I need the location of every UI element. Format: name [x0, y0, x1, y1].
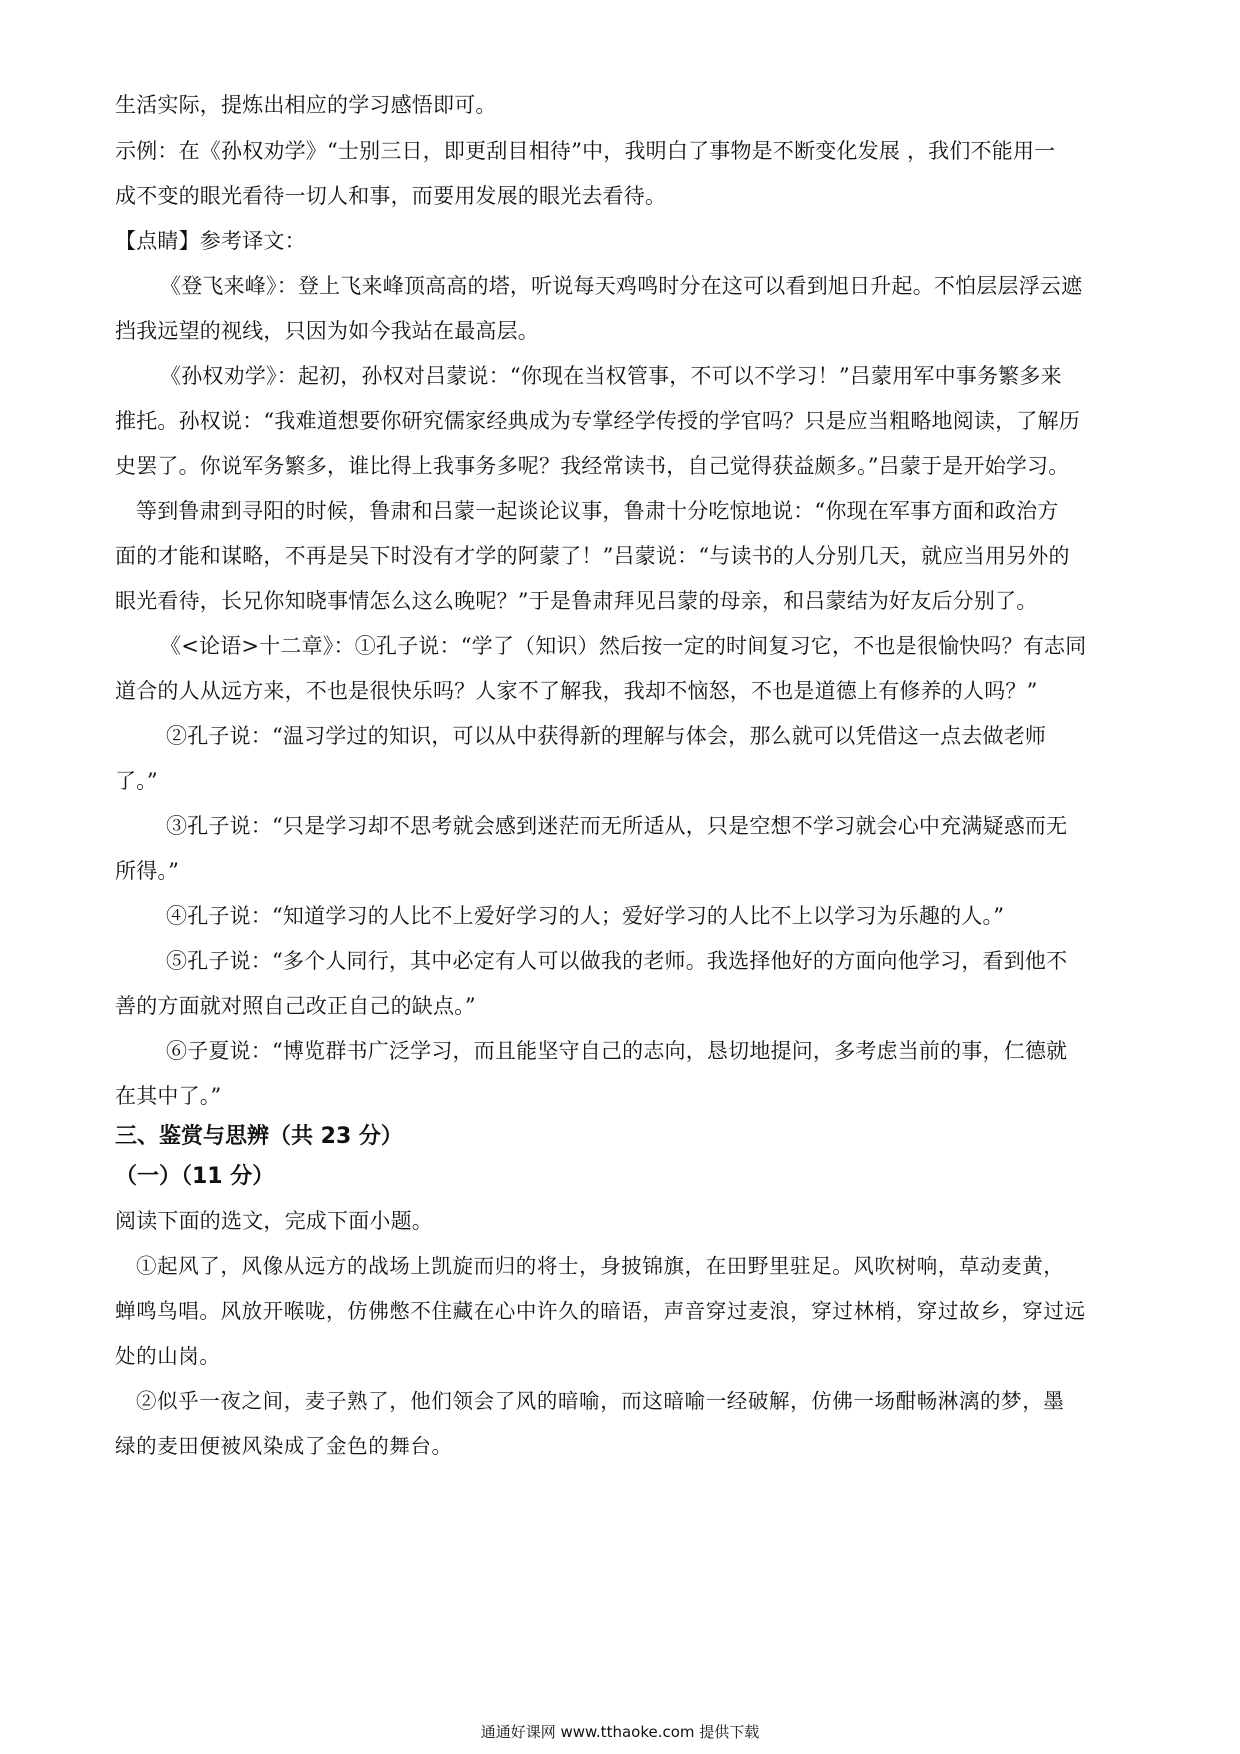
text-line: 面的才能和谋略，不再是吴下时没有才学的阿蒙了！”吕蒙说：“与读书的人分别几天，就应当用另外的	[115, 544, 1070, 568]
tip-heading: 【点睛】参考译文：	[115, 229, 306, 253]
passage-line: 绿的麦田便被风染成了金色的舞台。	[115, 1434, 453, 1458]
section-heading: 三、鉴赏与思辨（共 23 分）	[115, 1124, 403, 1149]
text-line: ②孔子说：“温习学过的知识，可以从中获得新的理解与体会，那么就可以凭借这一点去做老师	[166, 724, 1047, 748]
passage-line: 蝉鸣鸟唱。风放开喉咙，仿佛憋不住藏在心中许久的暗语，声音穿过麦浪，穿过林梢，穿过故乡，穿过远	[115, 1299, 1086, 1323]
subsection-heading: （一）（11 分）	[115, 1164, 275, 1189]
text-line: ⑥子夏说：“博览群书广泛学习，而且能坚守自己的志向，恳切地提问，多考虑当前的事，仁德就	[166, 1039, 1068, 1063]
text-line: 眼光看待，长兄你知晓事情怎么这么晚呢？”于是鲁肃拜见吕蒙的母亲，和吕蒙结为好友后分别了。	[115, 589, 1038, 613]
passage-line: ②似乎一夜之间，麦子熟了，他们领会了风的暗喻，而这暗喻一经破解，仿佛一场酣畅淋漓的梦，墨	[136, 1389, 1065, 1413]
text-line: 等到鲁肃到寻阳的时候，鲁肃和吕蒙一起谈论议事，鲁肃十分吃惊地说：“你现在军事方面和政治方	[136, 499, 1059, 523]
text-line: 《孙权劝学》：起初，孙权对吕蒙说：“你现在当权管事，不可以不学习！”吕蒙用军中事务繁多来	[160, 364, 1062, 388]
text-line: ④孔子说：“知道学习的人比不上爱好学习的人；爱好学习的人比不上以学习为乐趣的人。”	[166, 904, 1005, 928]
text-line: 推托。孙权说：“我难道想要你研究儒家经典成为专掌经学传授的学官吗？只是应当粗略地阅读，了解历	[115, 409, 1080, 433]
text-line: 所得。”	[115, 859, 180, 883]
instruction-line: 阅读下面的选文，完成下面小题。	[115, 1209, 433, 1233]
passage-line: ①起风了，风像从远方的战场上凯旋而归的将士，身披锦旗，在田野里驻足。风吹树响，草动麦黄，	[136, 1254, 1065, 1278]
passage-line: 处的山岗。	[115, 1344, 221, 1368]
text-line: 道合的人从远方来，不也是很快乐吗？人家不了解我，我却不恼怒，不也是道德上有修养的人吗？”	[115, 679, 1038, 703]
text-line: 在其中了。”	[115, 1084, 222, 1108]
text-line: 史罢了。你说军务繁多，谁比得上我事务多呢？我经常读书，自己觉得获益颇多。”吕蒙于是开始学习。	[115, 454, 1070, 478]
page-footer: 通通好课网 www.tthaoke.com 提供下载	[480, 1723, 760, 1741]
text-line: ⑤孔子说：“多个人同行，其中必定有人可以做我的老师。我选择他好的方面向他学习，看到他不	[166, 949, 1068, 973]
text-line: ③孔子说：“只是学习却不思考就会感到迷茫而无所适从，只是空想不学习就会心中充满疑惑而无	[166, 814, 1068, 838]
text-line: 示例：在《孙权劝学》“士别三日，即更刮目相待”中，我明白了事物是不断变化发展 ，我们不能用一	[115, 139, 1056, 163]
text-line: 了。”	[115, 769, 158, 793]
text-line: 生活实际，提炼出相应的学习感悟即可。	[115, 93, 497, 117]
text-line: 《登飞来峰》：登上飞来峰顶高高的塔，听说每天鸡鸣时分在这可以看到旭日升起。不怕层层浮云遮	[160, 274, 1083, 298]
text-line: 《<论语>十二章》：①孔子说：“学了（知识）然后按一定的时间复习它，不也是很愉快吗？有志同	[160, 634, 1087, 658]
text-line: 成不变的眼光看待一切人和事，而要用发展的眼光去看待。	[115, 184, 667, 208]
text-line: 善的方面就对照自己改正自己的缺点。”	[115, 994, 476, 1018]
text-line: 挡我远望的视线，只因为如今我站在最高层。	[115, 319, 539, 343]
